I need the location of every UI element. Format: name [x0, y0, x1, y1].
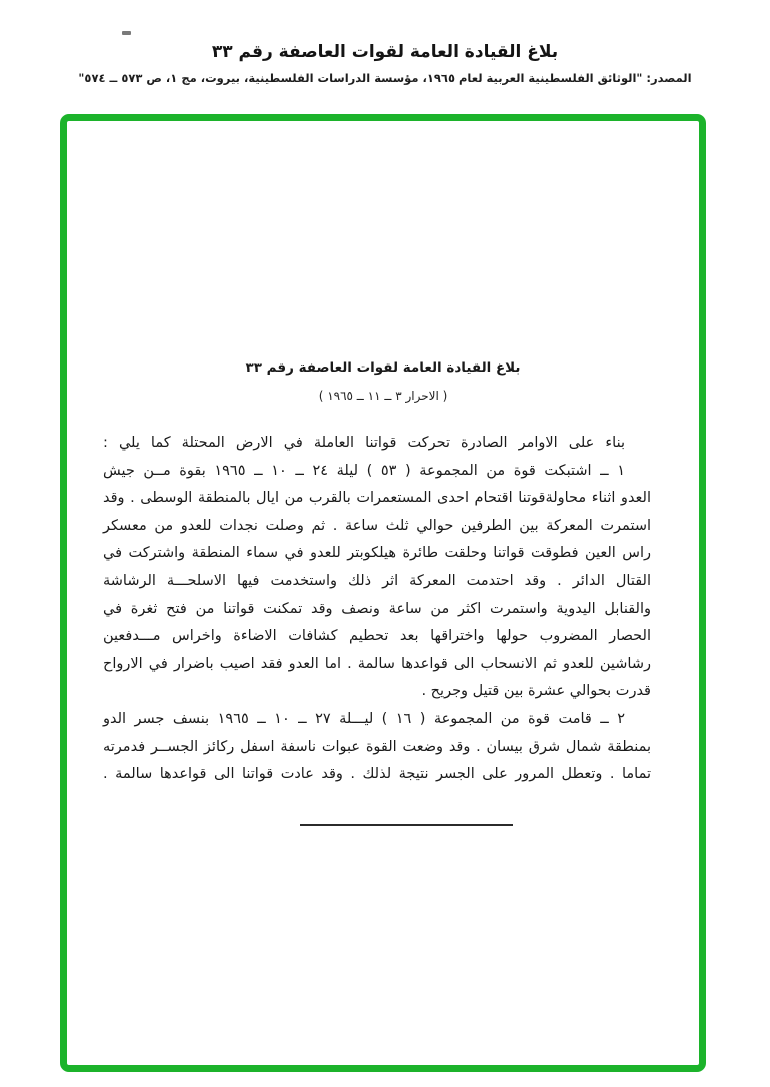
- document-line: العدو اثناء محاولةقوتنا اقتحام احدى المستعمرات بالقرب من ايال بالمنطقة الوسطى . وقد: [103, 490, 651, 507]
- document-line: والقنابل اليدوية واستمرت اكثر من ساعة ونصف وقد تمكنت قواتنا من فتح ثغرة في: [103, 600, 651, 617]
- header-title: بلاغ القيادة العامة لقوات العاصفة رقم ٣٣: [211, 42, 559, 62]
- header-source-line: المصدر: "الوثائق الفلسطينية العربية لعام ١٩٦٥، مؤسسة الدراسات الفلسطينية، بيروت، مج ١، ص ٥٧٣ ــ ٥٧٤": [78, 71, 692, 85]
- highlight-frame: [60, 114, 706, 1072]
- document-line: تماما . وتعطل المرور على الجسر نتيجة لذلك . وقد عادت قواتنا الى قواعدها سالمة .: [103, 766, 651, 783]
- document-title: بلاغ القيادة العامة لقوات العاصفة رقم ٣٣: [245, 360, 521, 376]
- page-header: [0, 42, 770, 85]
- document-line: الحصار المضروب حولها واختراقها بعد تحطيم كشافات الاضاءة واخراس مـــدفعين: [103, 628, 651, 645]
- closing-rule: [300, 824, 513, 826]
- document-line: القتال الدائر . وقد احتدمت المعركة اثر ذلك واستخدمت فيها الاسلحـــة الرشاشة: [103, 572, 651, 589]
- document-body: [103, 430, 651, 789]
- document-line: رشاشين للعدو ثم الانسحاب الى قواعدها سالمة . اما العدو فقد اصيب باضرار في الارواح: [103, 655, 651, 672]
- document-line: ٢ ــ قامت قوة من المجموعة ( ١٦ ) ليـــلة ٢٧ ــ ١٠ ــ ١٩٦٥ بنسف جسر الدو: [103, 710, 625, 727]
- document-line: بناء على الاوامر الصادرة تحركت قواتنا العاملة في الارض المحتلة كما يلي :: [103, 435, 625, 451]
- document-line: استمرت المعركة بين الطرفين حوالي ثلث ساعة . ثم وصلت نجدات للعدو من معسكر: [103, 517, 651, 534]
- document-line: بمنطقة شمال شرق بيسان . وقد وضعت القوة عبوات ناسفة اسفل ركائز الجســر فدمرته: [103, 738, 651, 755]
- document-line: قدرت بحوالي عشرة بين قتيل وجريح .: [421, 683, 651, 700]
- document-line: ١ ــ اشتبكت قوة من المجموعة ( ٥٣ ) ليلة ٢٤ ــ ١٠ ــ ١٩٦٥ بقوة مــن جيش: [103, 462, 626, 479]
- document-subtitle: ( الاحرار ٣ ــ ١١ ــ ١٩٦٥ ): [318, 389, 448, 403]
- document-line: راس العين فطوقت قواتنا وحلقت طائرة هيلكوبتر للعدو في سماء المنطقة واشتركت في: [103, 545, 651, 562]
- scan-speck: [122, 31, 131, 35]
